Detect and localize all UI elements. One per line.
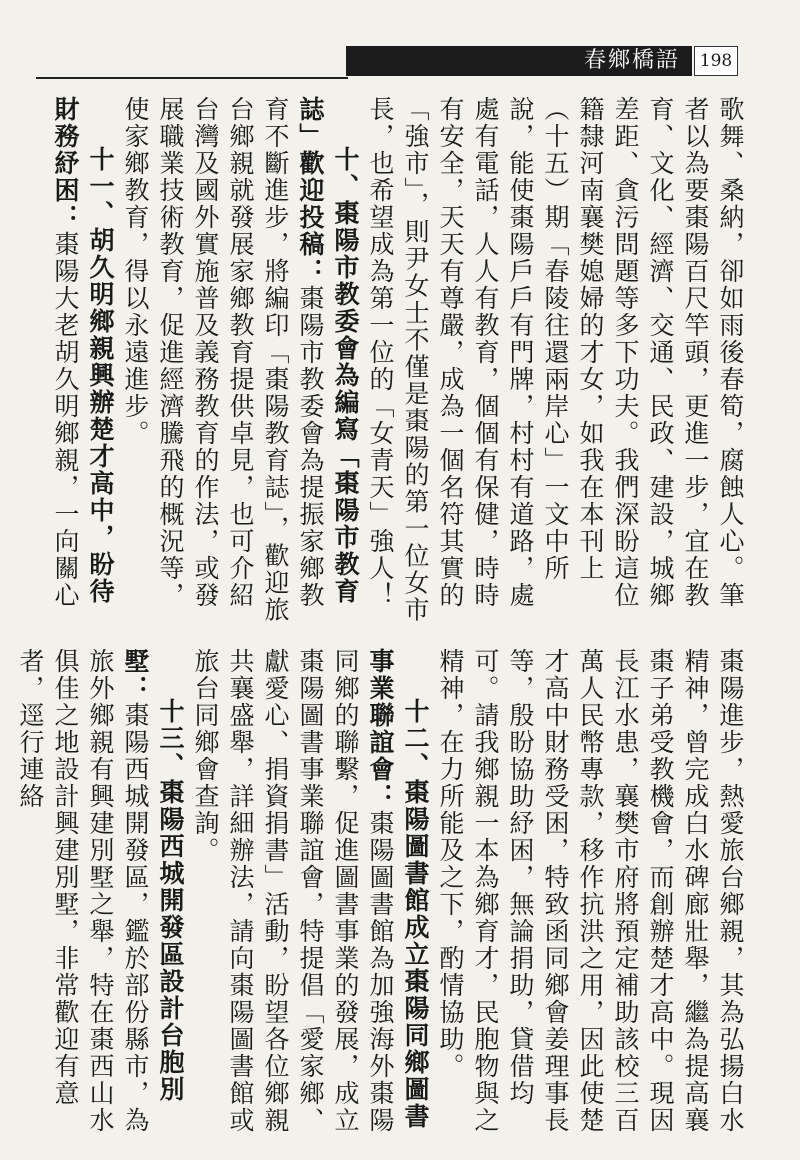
item-10-heading: 十、棗陽市教委會為編寫「棗陽市教育誌」歡迎投稿： — [296, 96, 360, 605]
header-rule — [36, 77, 348, 79]
item-13 — [13, 648, 188, 1138]
item-11-heading: 十一、胡久明鄉親興辦楚才高中，盼待財務紓困： — [51, 96, 115, 605]
item-12 — [188, 648, 433, 1138]
page-number: 198 — [694, 46, 738, 76]
item-10 — [118, 96, 363, 631]
item-11 — [48, 96, 118, 631]
paragraph-continued: 歌舞、桑納，卻如雨後春筍，腐蝕人心。筆者以為要棗陽百尺竿頭，更進一步，宜在教育、文化、經濟、交通、民政、建設，城鄉差距、貪污問題等多下功夫。我們深盼這位籍隸河南襄樊媳婦的才女，如我在本刊上（十五）期「春陵往還兩岸心」一文中所說，能使棗陽戶戶有門牌，村村有道路，處處有電話，人人有教育，個個有保健，時時有安全，天天有尊嚴，成為一個名符其實的「強市」，則尹女士不僅是棗陽的第一位女市長，也希望成為第一位的「女青天」強人！ — [366, 96, 745, 624]
item-13-body: 棗陽西城開發區，鑑於部份縣市，為旅外鄉親有興建別墅之舉，特在棗西山水俱佳之地設計興建別墅，非常歡迎有意者，逕行連絡 — [16, 648, 150, 1134]
item-13-heading: 十三、棗陽西城開發區設計台胞別墅： — [121, 648, 185, 1103]
item-12-heading: 十二、棗陽圖書館成立棗陽同鄉圖書事業聯誼會： — [366, 648, 430, 1130]
top-text-block — [51, 96, 748, 631]
item-10-body: 棗陽市教委會為提振家鄉教育不斷進步，將編印「棗陽教育誌」，歡迎旅台鄉親就發展家鄉教育提供卓見，也可介紹台灣及國外實施普及義務教育的作法，或發展職業技術教育，促進經濟騰飛的概況等，使家鄉教育，得以永遠進步。 — [121, 96, 325, 624]
bottom-text-block — [16, 648, 748, 1138]
item-11-body: 棗陽大老胡久明鄉親，一向關心 — [51, 231, 80, 609]
header-bar — [346, 46, 692, 76]
running-title: 春鄉橋語 — [583, 48, 680, 73]
item-12-body: 棗陽圖書館為加強海外棗陽同鄉的聯繫，促進圖書事業的發展，成立棗陽圖書事業聯誼會，特提倡「愛家鄉、獻愛心、捐資捐書」活動，盼望各位鄉親共襄盛舉，詳細辦法，請向棗陽圖書館或旅台同鄉會查詢。 — [191, 648, 395, 1134]
item-11-continued: 棗陽進步，熱愛旅台鄉親，其為弘揚白水精神，曾完成白水碑廊壯舉，繼為提高襄棗子弟受教機會，而創辦楚才高中。現因長江水患，襄樊市府將預定補助該校三百萬人民幣專款，移作抗洪之用，因此使楚才高中財務受困，特致函同鄉會姜理事長等，殷盼協助紓困，無論捐助，貸借均可。請我鄉親一本為鄉育才，民胞物與之精神，在力所能及之下，酌情協助。 — [436, 648, 745, 1134]
